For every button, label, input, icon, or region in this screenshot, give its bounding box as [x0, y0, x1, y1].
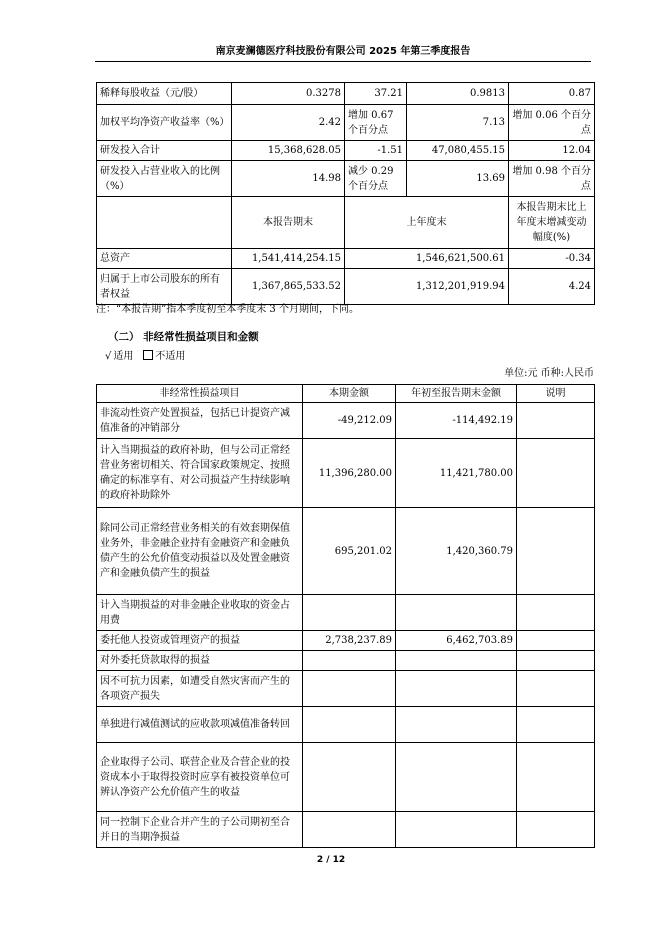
table-row — [97, 83, 595, 105]
table-row — [97, 508, 595, 595]
table-cell: 4.24 — [509, 269, 595, 305]
current-amount: -49,212.09 — [303, 403, 396, 439]
table-row — [97, 707, 595, 743]
table-row — [97, 439, 595, 508]
page-header-title: 南京麦澜德医疗科技股份有限公司 2025 年第三季度报告 — [215, 46, 471, 57]
table-cell: -0.34 — [509, 249, 595, 269]
ytd-amount — [396, 707, 517, 743]
explanation — [517, 631, 595, 651]
item-label: 单独进行减值测试的应收款项减值准备转回 — [97, 707, 303, 743]
table-row — [97, 161, 595, 197]
explanation — [517, 595, 595, 631]
table-row — [97, 403, 595, 439]
current-amount: 11,396,280.00 — [303, 439, 396, 508]
table-row — [97, 105, 595, 141]
check-mark-icon: √ — [105, 351, 112, 362]
table-cell: 12.04 — [509, 141, 595, 161]
table-cell: 1,541,414,254.15 — [232, 249, 345, 269]
ytd-amount — [396, 595, 517, 631]
table-cell: 增加 0.67 个百分点 — [345, 105, 407, 141]
ytd-amount — [396, 651, 517, 671]
table-row — [97, 141, 595, 161]
current-amount: 695,201.02 — [303, 508, 396, 595]
row-label: 总资产 — [97, 249, 232, 269]
column-header: 年初至报告期末金额 — [396, 385, 517, 403]
table-cell: 0.9813 — [407, 83, 509, 105]
column-header: 本期金额 — [303, 385, 396, 403]
ytd-amount — [396, 812, 517, 848]
table-cell: 15,368,628.05 — [232, 141, 345, 161]
table-row — [97, 631, 595, 651]
table-cell: 0.3278 — [232, 83, 345, 105]
financial-indicators-table — [96, 82, 595, 305]
item-label: 对外委托贷款取得的损益 — [97, 651, 303, 671]
item-label: 除同公司正常经营业务相关的有效套期保值业务外，非金融企业持有金融资产和金融负债产生的公允价值变动损益以及处置金融资产和金融负债产生的损益 — [97, 508, 303, 595]
ytd-amount: 11,421,780.00 — [396, 439, 517, 508]
table-note: 注：“本报告期”指本季度初至本季度末 3 个月期间，下同。 — [96, 304, 359, 315]
current-amount — [303, 671, 396, 707]
table-cell: 37.21 — [345, 83, 407, 105]
table-row — [97, 743, 595, 812]
item-label: 计入当期损益的政府补助，但与公司正常经营业务密切相关、符合国家政策规定、按照确定的标准享有、对公司损益产生持续影响的政府补助除外 — [97, 439, 303, 508]
table-cell: 1,367,865,533.52 — [232, 269, 345, 305]
table-cell-empty — [97, 197, 232, 249]
table-cell: 1,312,201,919.94 — [345, 269, 509, 305]
table-subheader-row — [97, 197, 595, 249]
current-amount — [303, 812, 396, 848]
checkbox-empty-icon — [143, 350, 153, 360]
table-row — [97, 651, 595, 671]
explanation — [517, 671, 595, 707]
table-row — [97, 249, 595, 269]
column-header: 上年度末 — [345, 197, 509, 249]
row-label: 稀释每股收益（元/股） — [97, 83, 232, 105]
table-cell: 0.87 — [509, 83, 595, 105]
explanation — [517, 403, 595, 439]
table-cell: 7.13 — [407, 105, 509, 141]
column-header: 说明 — [517, 385, 595, 403]
item-label: 因不可抗力因素，如遭受自然灾害而产生的各项资产损失 — [97, 671, 303, 707]
table-row — [97, 812, 595, 848]
ytd-amount: 1,420,360.79 — [396, 508, 517, 595]
table-cell: -1.51 — [345, 141, 407, 161]
item-label: 企业取得子公司、联营企业及合营企业的投资成本小于取得投资时应享有被投资单位可辨认净资产公允价值产生的收益 — [97, 743, 303, 812]
row-label: 归属于上市公司股东的所有者权益 — [97, 269, 232, 305]
not-applicable-label: 不适用 — [155, 351, 186, 362]
explanation — [517, 812, 595, 848]
table-cell: 14.98 — [232, 161, 345, 197]
ytd-amount: -114,492.19 — [396, 403, 517, 439]
table-cell: 2.42 — [232, 105, 345, 141]
current-amount — [303, 651, 396, 671]
table-cell: 增加 0.06 个百分点 — [509, 105, 595, 141]
current-amount — [303, 743, 396, 812]
table-cell: 1,546,621,500.61 — [345, 249, 509, 269]
item-label: 计入当期损益的对非金融企业收取的资金占用费 — [97, 595, 303, 631]
non-recurring-items-table — [96, 384, 595, 848]
row-label: 研发投入合计 — [97, 141, 232, 161]
current-amount — [303, 595, 396, 631]
explanation — [517, 707, 595, 743]
explanation — [517, 651, 595, 671]
explanation — [517, 743, 595, 812]
explanation — [517, 508, 595, 595]
page-number: 2 / 12 — [316, 855, 346, 865]
row-label: 加权平均净资产收益率（%） — [97, 105, 232, 141]
item-label: 委托他人投资或管理资产的损益 — [97, 631, 303, 651]
ytd-amount — [396, 671, 517, 707]
table-row — [97, 595, 595, 631]
header-rule — [95, 61, 591, 62]
current-amount: 2,738,237.89 — [303, 631, 396, 651]
table-row — [97, 671, 595, 707]
table-cell: 47,080,455.15 — [407, 141, 509, 161]
row-label: 研发投入占营业收入的比例（%） — [97, 161, 232, 197]
column-header: 本报告期末 — [232, 197, 345, 249]
column-header: 本报告期末比上年度末增减变动幅度(%) — [509, 197, 595, 249]
item-label: 非流动性资产处置损益，包括已计提资产减值准备的冲销部分 — [97, 403, 303, 439]
table-row — [97, 269, 595, 305]
ytd-amount: 6,462,703.89 — [396, 631, 517, 651]
ytd-amount — [396, 743, 517, 812]
section-title: （二） 非经常性损益项目和金额 — [108, 331, 259, 343]
explanation — [517, 439, 595, 508]
applicability-selector — [105, 349, 185, 365]
applicable-label: 适用 — [113, 351, 134, 362]
current-amount — [303, 707, 396, 743]
table-header-row — [97, 385, 595, 403]
unit-currency-label: 单位:元 币种:人民币 — [504, 368, 594, 379]
table-cell: 减少 0.29 个百分点 — [345, 161, 407, 197]
table-cell: 增加 0.98 个百分点 — [509, 161, 595, 197]
table-cell: 13.69 — [407, 161, 509, 197]
column-header: 非经常性损益项目 — [97, 385, 303, 403]
item-label: 同一控制下企业合并产生的子公司期初至合并日的当期净损益 — [97, 812, 303, 848]
